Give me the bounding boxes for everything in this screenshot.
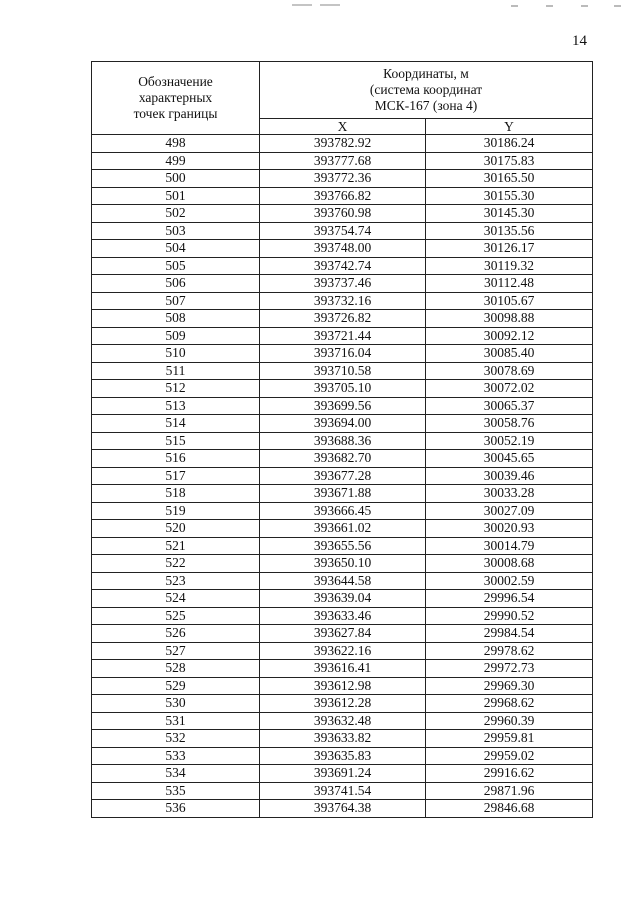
point-cell: 526 [92,625,260,643]
y-cell: 30058.76 [426,415,593,433]
y-cell: 29960.39 [426,712,593,730]
table-row [92,432,593,450]
x-cell: 393699.56 [260,397,426,415]
y-cell: 30078.69 [426,362,593,380]
y-cell: 30020.93 [426,520,593,538]
point-cell: 517 [92,467,260,485]
point-cell: 507 [92,292,260,310]
table-row [92,660,593,678]
point-cell: 508 [92,310,260,328]
x-cell: 393716.04 [260,345,426,363]
table-row [92,730,593,748]
x-cell: 393742.74 [260,257,426,275]
y-cell: 29959.81 [426,730,593,748]
x-column-header: X [260,119,426,135]
point-cell: 524 [92,590,260,608]
y-cell: 30175.83 [426,152,593,170]
point-cell: 509 [92,327,260,345]
y-cell: 30072.02 [426,380,593,398]
x-cell: 393688.36 [260,432,426,450]
table-row [92,397,593,415]
y-cell: 30186.24 [426,135,593,153]
x-cell: 393772.36 [260,170,426,188]
point-cell: 525 [92,607,260,625]
point-cell: 498 [92,135,260,153]
table-row [92,275,593,293]
coordinates-table [91,61,593,818]
y-cell: 30119.32 [426,257,593,275]
point-cell: 528 [92,660,260,678]
y-cell: 29969.30 [426,677,593,695]
point-cell: 519 [92,502,260,520]
y-cell: 29978.62 [426,642,593,660]
table-row [92,572,593,590]
y-cell: 29990.52 [426,607,593,625]
y-cell: 30135.56 [426,222,593,240]
coordinates-table-body [92,135,593,818]
table-row [92,450,593,468]
x-cell: 393650.10 [260,555,426,573]
y-cell: 30033.28 [426,485,593,503]
point-cell: 536 [92,800,260,818]
y-cell: 29984.54 [426,625,593,643]
x-cell: 393705.10 [260,380,426,398]
table-row [92,257,593,275]
point-cell: 522 [92,555,260,573]
point-cell: 503 [92,222,260,240]
point-cell: 499 [92,152,260,170]
point-cell: 512 [92,380,260,398]
table-row [92,345,593,363]
table-row [92,747,593,765]
points-header-line: характерных [138,90,213,105]
table-row [92,695,593,713]
y-cell: 30045.65 [426,450,593,468]
y-cell: 29968.62 [426,695,593,713]
table-row [92,327,593,345]
y-cell: 30155.30 [426,187,593,205]
table-row [92,222,593,240]
y-cell: 30126.17 [426,240,593,258]
table-row [92,642,593,660]
point-cell: 527 [92,642,260,660]
point-cell: 505 [92,257,260,275]
scan-artifact-marks [0,0,640,14]
x-cell: 393710.58 [260,362,426,380]
y-cell: 30014.79 [426,537,593,555]
y-cell: 29871.96 [426,782,593,800]
table-row [92,485,593,503]
point-cell: 534 [92,765,260,783]
y-cell: 30092.12 [426,327,593,345]
x-cell: 393737.46 [260,275,426,293]
points-header-line: точек границы [133,106,218,121]
x-cell: 393639.04 [260,590,426,608]
point-cell: 523 [92,572,260,590]
table-row [92,782,593,800]
x-cell: 393616.41 [260,660,426,678]
x-cell: 393635.83 [260,747,426,765]
y-cell: 30065.37 [426,397,593,415]
point-cell: 514 [92,415,260,433]
table-row [92,502,593,520]
x-cell: 393694.00 [260,415,426,433]
y-cell: 30105.67 [426,292,593,310]
table-row [92,800,593,818]
table-row [92,135,593,153]
x-cell: 393726.82 [260,310,426,328]
x-cell: 393633.46 [260,607,426,625]
table-row [92,607,593,625]
point-cell: 506 [92,275,260,293]
x-cell: 393612.98 [260,677,426,695]
x-cell: 393721.44 [260,327,426,345]
x-cell: 393777.68 [260,152,426,170]
point-cell: 500 [92,170,260,188]
y-cell: 29846.68 [426,800,593,818]
point-cell: 531 [92,712,260,730]
point-cell: 502 [92,205,260,223]
table-row [92,310,593,328]
point-cell: 518 [92,485,260,503]
points-header [92,62,260,135]
table-row [92,187,593,205]
y-cell: 30027.09 [426,502,593,520]
y-cell: 29996.54 [426,590,593,608]
x-cell: 393754.74 [260,222,426,240]
point-cell: 511 [92,362,260,380]
y-cell: 30098.88 [426,310,593,328]
table-row [92,152,593,170]
table-row [92,625,593,643]
y-cell: 30002.59 [426,572,593,590]
coordinates-header-line: МСК-167 (зона 4) [374,98,478,113]
table-row [92,537,593,555]
table-row [92,380,593,398]
table-row [92,240,593,258]
x-cell: 393612.28 [260,695,426,713]
x-cell: 393644.58 [260,572,426,590]
table-row [92,205,593,223]
point-cell: 515 [92,432,260,450]
table-row [92,712,593,730]
table-row [92,415,593,433]
table-row [92,677,593,695]
y-cell: 29916.62 [426,765,593,783]
table-row [92,170,593,188]
point-cell: 535 [92,782,260,800]
point-cell: 513 [92,397,260,415]
x-cell: 393732.16 [260,292,426,310]
y-cell: 30008.68 [426,555,593,573]
points-header-line: Обозначение [138,74,213,89]
point-cell: 533 [92,747,260,765]
x-cell: 393622.16 [260,642,426,660]
x-cell: 393632.48 [260,712,426,730]
x-cell: 393766.82 [260,187,426,205]
table-row [92,362,593,380]
point-cell: 520 [92,520,260,538]
table-row [92,765,593,783]
coordinates-header [260,62,593,119]
y-column-header: Y [426,119,593,135]
coordinates-header-line: (система координат [369,82,483,97]
coordinates-header-line: Координаты, м [383,66,469,81]
y-cell: 29959.02 [426,747,593,765]
x-cell: 393661.02 [260,520,426,538]
page-number: 14 [572,33,587,49]
table-row [92,590,593,608]
x-cell: 393691.24 [260,765,426,783]
x-cell: 393760.98 [260,205,426,223]
table-row [92,555,593,573]
y-cell: 30112.48 [426,275,593,293]
x-cell: 393764.38 [260,800,426,818]
point-cell: 521 [92,537,260,555]
x-cell: 393666.45 [260,502,426,520]
x-cell: 393655.56 [260,537,426,555]
x-cell: 393671.88 [260,485,426,503]
point-cell: 530 [92,695,260,713]
table-row [92,520,593,538]
x-cell: 393748.00 [260,240,426,258]
point-cell: 529 [92,677,260,695]
y-cell: 29972.73 [426,660,593,678]
x-cell: 393677.28 [260,467,426,485]
y-cell: 30052.19 [426,432,593,450]
point-cell: 501 [92,187,260,205]
x-cell: 393633.82 [260,730,426,748]
y-cell: 30145.30 [426,205,593,223]
table-row [92,292,593,310]
point-cell: 504 [92,240,260,258]
point-cell: 532 [92,730,260,748]
x-cell: 393682.70 [260,450,426,468]
x-cell: 393741.54 [260,782,426,800]
y-cell: 30165.50 [426,170,593,188]
y-cell: 30039.46 [426,467,593,485]
point-cell: 516 [92,450,260,468]
point-cell: 510 [92,345,260,363]
x-cell: 393627.84 [260,625,426,643]
x-cell: 393782.92 [260,135,426,153]
table-row [92,467,593,485]
y-cell: 30085.40 [426,345,593,363]
